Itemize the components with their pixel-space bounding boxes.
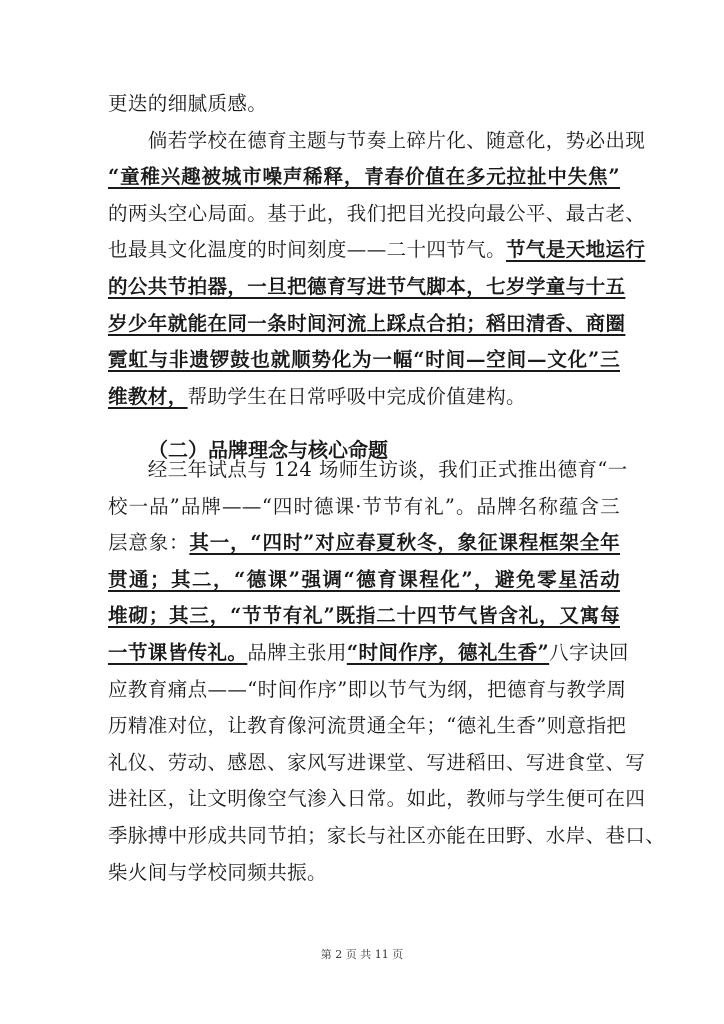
text-line [108,565,620,595]
text-line [108,199,646,229]
emphasized-text: 的公共节拍器，一旦把德育写进节气脚本，七岁学童与十五 [108,275,626,298]
text-segment: 品牌主张用 [247,641,347,664]
text-segment: 倘若学校在德育主题与节奏上碎片化、随意化，势必出现 [108,129,646,152]
emphasized-text: 一节课皆传礼。 [108,641,248,664]
text-line [108,89,620,119]
text-segment: 更迭的细腻质感。 [108,92,268,115]
emphasized-text: 堆砌；其三，“节节有礼”既指二十四节气皆含礼，又寓每 [108,604,620,627]
text-line [108,638,629,668]
text-segment: 礼仪、劳动、感恩、家风写进课堂、写进稻田、写进食堂、写 [108,751,646,774]
text-line [108,309,626,339]
emphasized-text: 其一，“四时”对应春夏秋冬，象征课程框架全年 [189,531,620,554]
emphasized-text: “时间作序，德礼生香” [346,641,550,664]
text-line [108,162,620,192]
text-line [108,675,627,705]
text-segment: 进社区，让文明像空气渗入日常。如此，教师与学生便可在四 [108,787,646,810]
text-segment: 柴火间与学校同频共振。 [108,861,327,884]
emphasized-text: “童稚兴趣被城市噪声稀释，青春价值在多元拉扯中失焦” [108,165,620,188]
text-line [108,821,666,851]
page-footer: 第 2 页 共 11 页 [320,948,404,961]
text-segment: 校一品”品牌——“四时德课·节节有礼”。品牌名称蕴含三 [108,495,620,518]
text-segment: 经三年试点与 124 场师生访谈，我们正式推出德育“一 [108,458,628,481]
text-segment: 层意象： [108,531,190,554]
text-line [108,272,626,302]
text-segment: 八字诀回 [549,641,629,664]
text-segment: 也最具文化温度的时间刻度——二十四节气。 [108,238,507,261]
text-line [108,492,620,522]
emphasized-text: 维教材， [108,385,188,408]
emphasized-text: 节气是天地运行 [506,238,646,261]
text-segment: 应教育痛点——“时间作序”即以节气为纲，把德育与教学周 [108,678,627,701]
section-heading: （二）品牌理念与核心命题 [148,438,388,462]
text-segment: 帮助学生在日常呼吸中完成价值建构。 [187,385,526,408]
emphasized-text: 贯通；其二，“德课”强调“德育课程化”，避免零星活动 [108,568,620,591]
emphasized-text: 岁少年就能在同一条时间河流上踩点合拍；稻田清香、商圈 [108,312,626,335]
text-line [108,126,646,156]
text-line [108,345,620,375]
text-line [108,528,620,558]
text-line [108,601,620,631]
text-line [108,784,646,814]
text-line [108,748,646,778]
text-segment: 历精准对位，让教育像河流贯通全年；“德礼生香”则意指把 [108,714,627,737]
text-line [108,235,646,265]
text-segment: 的两头空心局面。基于此，我们把目光投向最公平、最古老、 [108,202,646,225]
text-line [108,382,620,412]
emphasized-text: 霓虹与非遗锣鼓也就顺势化为一幅“时间—空间—文化”三 [108,348,620,371]
text-line [108,858,620,888]
text-line [108,711,627,741]
text-segment: 季脉搏中形成共同节拍；家长与社区亦能在田野、水岸、巷口、 [108,824,666,847]
